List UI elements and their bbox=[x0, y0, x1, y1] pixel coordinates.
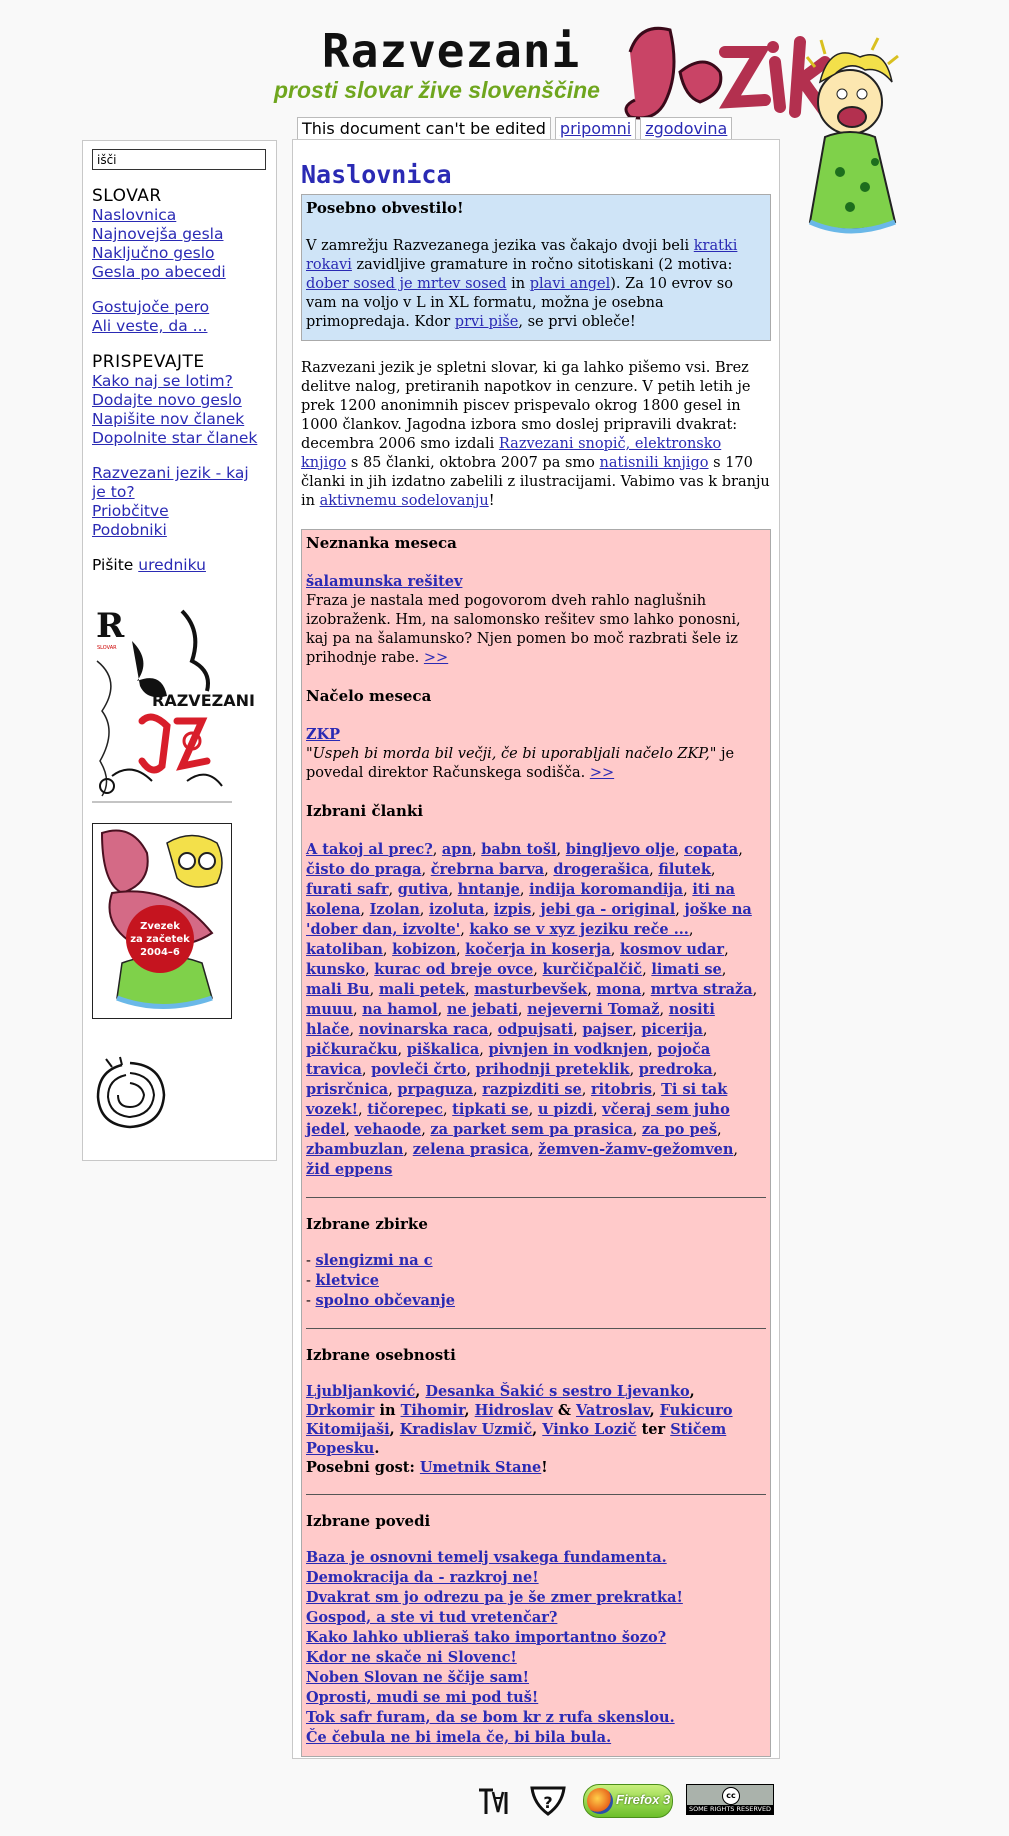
cc-license-badge[interactable] bbox=[686, 1784, 774, 1815]
sidebar-link-kako-naj-se-lotim[interactable]: Kako naj se lotim? bbox=[92, 372, 233, 390]
sidebar-slovar-list bbox=[92, 206, 267, 282]
sentences-list bbox=[306, 1548, 766, 1748]
article-link[interactable]: gutiva bbox=[397, 881, 449, 898]
sidebar bbox=[82, 140, 277, 1161]
intro-link-snopic[interactable]: Razvezani snopič, elektronsko knjigo bbox=[301, 436, 722, 471]
article-link[interactable]: pivnjen in vodknjen bbox=[488, 1041, 649, 1058]
article-link[interactable]: mali Bu bbox=[306, 981, 370, 998]
cc-badge-label: SOME RIGHTS RESERVED bbox=[688, 1805, 772, 1813]
firefox-badge-label: Firefox 3 bbox=[616, 1792, 671, 1807]
article-link[interactable]: u pizdi bbox=[537, 1101, 593, 1118]
sidebar-info-list bbox=[92, 464, 267, 540]
principle-more-link[interactable]: >> bbox=[589, 765, 615, 781]
sidebar-heading-slovar: SLOVAR bbox=[92, 186, 162, 206]
article-link[interactable]: povleči črto bbox=[371, 1061, 467, 1078]
article-link[interactable]: drogerašica bbox=[553, 861, 650, 878]
sentence-link[interactable]: Kdor ne skače ni Slovenc! bbox=[306, 1649, 517, 1666]
sidebar-link-podobniki[interactable]: Podobniki bbox=[92, 521, 167, 539]
unknown-more-link[interactable]: >> bbox=[423, 650, 449, 666]
notice-link-plavi-angel[interactable]: plavi angel bbox=[529, 276, 611, 292]
article-link[interactable]: pičkuračku bbox=[306, 1041, 398, 1058]
article-link[interactable]: žemven-žamv-gežomven bbox=[538, 1141, 734, 1158]
sidebar-heading-prispevajte: PRISPEVAJTE bbox=[92, 352, 205, 372]
sidebar-extra-list bbox=[92, 298, 267, 336]
search-input[interactable] bbox=[92, 149, 266, 170]
article-link[interactable]: kobizon bbox=[392, 941, 456, 958]
book-cover-razvezani[interactable] bbox=[92, 601, 255, 803]
article-link[interactable]: mrtva straža bbox=[650, 981, 753, 998]
sentence-link[interactable]: Noben Slovan ne ščije sam! bbox=[306, 1669, 530, 1686]
article-link[interactable]: tičorepec bbox=[367, 1101, 443, 1118]
notice-link-dober-sosed[interactable]: dober sosed je mrtev sosed bbox=[306, 276, 507, 292]
article-link[interactable]: včeraj sem juho jedel bbox=[306, 1101, 730, 1138]
sentence-link[interactable]: Oprosti, mudi se mi pod tuš! bbox=[306, 1689, 539, 1706]
article-link[interactable]: razpizditi se bbox=[482, 1081, 582, 1098]
articles-list: A takoj al prec?, apn, babn tošl, bingljevo olje, copata, čisto do praga, črebrna barva, drogerašica, filutek, furati safr, gutiva, hntanje, indija koromandija, iti na kolena, Izolan, izoluta, izpis, jebi ga - original, joške na 'dober dan, izvolte', kako se v xyz jeziku reče ..., katoliban, kobizon, kočerja in koserja, kosmov udar, kunsko, kurac od breje ovce, kurčičpalčič, limati se, mali Bu, mali petek, masturbevšek, mona, mrtva straža, muuu, na hamol, ne jebati, nejeverni Tomaž, nositi hlače, novinarska raca, odpujsati, pajser, picerija, pičkuračku, piškalica, pivnjen in vodknjen, pojoča travica, povleči črto, prihodnji preteklik, predroka, prisrčnica, prpaguza, razpizditi se, ritobris, Ti si tak vozek!, tičorepec, tipkati se, u pizdi, včeraj sem juho jedel, vehaode, za parket sem pa prasica, za po peš, zbambuzlan, zelena prasica, žemven-žamv-gežomven, žid eppens bbox=[306, 841, 758, 1178]
principle-link[interactable]: ZKP bbox=[306, 726, 341, 743]
cc-icon: cc bbox=[722, 1787, 740, 1805]
guest-link[interactable]: Umetnik Stane bbox=[419, 1459, 542, 1476]
person-link[interactable]: Kradislav Uzmič bbox=[399, 1421, 533, 1438]
article-link[interactable]: izpis bbox=[493, 901, 532, 918]
divider bbox=[306, 1197, 766, 1198]
article-link[interactable]: joške na 'dober dan, izvolte' bbox=[306, 901, 752, 938]
sidebar-link-naslovnica[interactable]: Naslovnica bbox=[92, 206, 177, 224]
person-link[interactable]: Vinko Lozič bbox=[542, 1421, 637, 1438]
collection-link[interactable]: kletvice bbox=[315, 1272, 379, 1289]
sidebar-link-nakljucno-geslo[interactable]: Naključno geslo bbox=[92, 244, 215, 262]
article-link[interactable]: kosmov udar bbox=[619, 941, 725, 958]
article-link[interactable]: katoliban bbox=[306, 941, 383, 958]
article-link[interactable]: muuu bbox=[306, 1001, 353, 1018]
article-link[interactable]: indija koromandija bbox=[529, 881, 684, 898]
article-link[interactable]: jebi ga - original bbox=[540, 901, 676, 918]
sidebar-link-dodajte-novo-geslo[interactable]: Dodajte novo geslo bbox=[92, 391, 242, 409]
persons-heading: Izbrane osebnosti bbox=[306, 1346, 456, 1364]
firefox-badge[interactable] bbox=[583, 1784, 673, 1818]
article-link[interactable]: pojoča travica bbox=[306, 1041, 711, 1078]
article-link[interactable]: čisto do praga bbox=[306, 861, 422, 878]
article-link[interactable]: žid eppens bbox=[306, 1161, 393, 1178]
article-link[interactable]: kurac od breje ovce bbox=[374, 961, 534, 978]
intro-link-sodelovanje[interactable]: aktivnemu sodelovanju bbox=[319, 493, 489, 509]
article-link[interactable]: kurčičpalčič bbox=[542, 961, 643, 978]
tab-history[interactable]: zgodovina bbox=[640, 117, 732, 139]
tavi-logo-icon[interactable] bbox=[476, 1784, 510, 1818]
article-link[interactable]: filutek bbox=[658, 861, 711, 878]
article-link[interactable]: furati safr bbox=[306, 881, 389, 898]
unknown-section: šalamunska rešitev Fraza je nastala med pogovorom dveh rahlo naglušnih izobraženk. Hm, na salomonsko rešitev smo lahko ponosni, kaj pa na šalamunsko? Njen pomen bo moč razbrati šele iz prihodnje rabe. >> bbox=[306, 573, 741, 666]
svg-text:za začetek: za začetek bbox=[130, 934, 190, 945]
article-link[interactable]: za parket sem pa prasica bbox=[430, 1121, 633, 1138]
article-link[interactable]: prpaguza bbox=[397, 1081, 474, 1098]
sentence-link[interactable]: Dvakrat sm jo odrezu pa je še zmer prekratka! bbox=[306, 1589, 683, 1606]
article-link[interactable]: nejeverni Tomaž bbox=[527, 1001, 660, 1018]
person-link[interactable]: Fukicuro Kitomijaši bbox=[306, 1402, 733, 1438]
article-link[interactable]: copata bbox=[684, 841, 739, 858]
sentence-link[interactable]: Baza je osnovni temelj vsakega fundamenta. bbox=[306, 1549, 667, 1566]
person-link[interactable]: Ljubljanković bbox=[306, 1383, 416, 1400]
sidebar-link-napisite-nov-clanek[interactable]: Napišite nov članek bbox=[92, 410, 245, 428]
persons-list: Ljubljanković, Desanka Šakić s sestro Ljevanko, Drkomir in Tihomir, Hidroslav & Vatroslav, Fukicuro Kitomijaši, Kradislav Uzmič, Vinko Lozič ter Stičem Popesku. Posebni gost: Umetnik Stane! bbox=[306, 1383, 733, 1476]
sidebar-contribute-list bbox=[92, 372, 267, 448]
person-link[interactable]: Tihomir bbox=[400, 1402, 465, 1419]
firefox-icon bbox=[587, 1788, 613, 1814]
article-link[interactable]: zbambuzlan bbox=[306, 1141, 404, 1158]
sentences-heading: Izbrane povedi bbox=[306, 1512, 431, 1530]
unknown-link[interactable]: šalamunska rešitev bbox=[306, 573, 463, 590]
svg-text:SLOVAR: SLOVAR bbox=[97, 645, 117, 651]
article-link[interactable]: Izolan bbox=[369, 901, 420, 918]
unknown-heading: Neznanka meseca bbox=[306, 534, 457, 552]
tab-comment[interactable]: pripomni bbox=[555, 117, 636, 139]
article-link[interactable]: ritobris bbox=[590, 1081, 652, 1098]
page-tabs bbox=[297, 117, 732, 139]
svg-text:?: ? bbox=[543, 1793, 553, 1812]
person-link[interactable]: Desanka Šakić s sestro Ljevanko bbox=[425, 1383, 690, 1400]
divider bbox=[306, 1494, 766, 1495]
sidebar-write-editor: Pišite uredniku bbox=[92, 556, 206, 574]
sidebar-link-dopolnite-star-clanek[interactable]: Dopolnite star članek bbox=[92, 429, 258, 447]
sentence-link[interactable]: Gospod, a ste vi tud vretenčar? bbox=[306, 1609, 558, 1626]
svg-text:Zvezek: Zvezek bbox=[140, 921, 180, 932]
help-question-icon[interactable] bbox=[528, 1784, 568, 1818]
sidebar-link-kaj-je-to[interactable]: Razvezani jezik - kaj je to? bbox=[92, 464, 249, 501]
article-link[interactable]: limati se bbox=[651, 961, 722, 978]
notice-link-kratki-rokavi[interactable]: kratki rokavi bbox=[306, 238, 738, 273]
article-link[interactable]: ne jebati bbox=[446, 1001, 518, 1018]
article-link[interactable]: mali petek bbox=[378, 981, 465, 998]
sentence-link[interactable]: Kako lahko ublieraš tako importantno šozo? bbox=[306, 1629, 667, 1646]
article-link[interactable]: bingljevo olje bbox=[565, 841, 675, 858]
article-link[interactable]: izoluta bbox=[428, 901, 485, 918]
svg-text:R: R bbox=[96, 606, 125, 646]
person-link[interactable]: Vatroslav bbox=[575, 1402, 650, 1419]
sidebar-link-gostujoce-pero[interactable]: Gostujoče pero bbox=[92, 298, 210, 316]
article-link[interactable]: nositi hlače bbox=[306, 1001, 715, 1038]
collection-link[interactable]: slengizmi na c bbox=[315, 1252, 433, 1269]
main-content bbox=[292, 139, 780, 1759]
featured-box bbox=[301, 529, 771, 1757]
collections-heading: Izbrane zbirke bbox=[306, 1215, 428, 1233]
article-link[interactable]: na hamol bbox=[362, 1001, 438, 1018]
collection-link[interactable]: spolno občevanje bbox=[315, 1292, 455, 1309]
article-link[interactable]: piškalica bbox=[406, 1041, 480, 1058]
sidebar-link-priobcitve[interactable]: Priobčitve bbox=[92, 502, 169, 520]
sentence-link[interactable]: Tok safr furam, da se bom kr z rufa skenslou. bbox=[306, 1709, 675, 1726]
svg-text:2004–6: 2004–6 bbox=[140, 947, 180, 958]
article-link[interactable]: kako se v xyz jeziku reče ... bbox=[469, 921, 689, 938]
article-link[interactable]: novinarska raca bbox=[358, 1021, 489, 1038]
principle-section: ZKP "Uspeh bi morda bil večji, če bi uporabljali načelo ZKP," je povedal direktor Računskega sodišča. >> bbox=[306, 726, 735, 781]
article-link[interactable]: odpujsati bbox=[497, 1021, 574, 1038]
person-link[interactable]: Hidroslav bbox=[474, 1402, 553, 1419]
intro-link-knjiga[interactable]: natisnili knjigo bbox=[599, 455, 709, 471]
site-subtitle: prosti slovar žive slovenščine bbox=[274, 77, 600, 103]
articles-heading: Izbrani članki bbox=[306, 802, 424, 820]
article-link[interactable]: prisrčnica bbox=[306, 1081, 389, 1098]
site-title: Razvezani bbox=[322, 24, 581, 78]
principle-heading: Načelo meseca bbox=[306, 687, 432, 705]
sentence-link[interactable]: Demokracija da - razkroj ne! bbox=[306, 1569, 539, 1586]
article-link[interactable]: zelena prasica bbox=[412, 1141, 529, 1158]
book-cover-zvezek[interactable] bbox=[92, 823, 232, 1019]
person-link[interactable]: Drkomir bbox=[306, 1402, 375, 1419]
notice-link-prvi-pise[interactable]: prvi piše bbox=[454, 314, 519, 330]
editor-link[interactable]: uredniku bbox=[138, 556, 206, 574]
article-link[interactable]: picerija bbox=[641, 1021, 703, 1038]
svg-text:RAZVEZANI: RAZVEZANI bbox=[152, 691, 255, 710]
article-link[interactable]: prihodnji preteklik bbox=[475, 1061, 630, 1078]
article-link[interactable]: črebrna barva bbox=[430, 861, 545, 878]
notice-text: V zamrežju Razvezanega jezika vas čakajo dvoji beli kratki rokavi zavidljive gramature in ročno sitotiskani (2 motiva: dober sosed je mrtev sosed in plavi angel). Za 10 evrov so vam na voljo v L in XL formatu, možna je osebna primopredaja. Kdor prvi piše, se prvi obleče! bbox=[306, 238, 738, 330]
collections-list: - slengizmi na c - kletvice - spolno občevanje bbox=[306, 1252, 455, 1309]
page-title: Naslovnica bbox=[301, 160, 452, 189]
article-link[interactable]: tipkati se bbox=[452, 1101, 529, 1118]
notice-box bbox=[301, 194, 771, 341]
article-link[interactable]: pajser bbox=[582, 1021, 633, 1038]
article-link[interactable]: A takoj al prec? bbox=[306, 841, 433, 858]
article-link[interactable]: predroka bbox=[638, 1061, 713, 1078]
sidebar-link-gesla-po-abecedi[interactable]: Gesla po abecedi bbox=[92, 263, 226, 281]
person-link[interactable]: Stičem Popesku bbox=[306, 1421, 727, 1457]
divider bbox=[306, 1328, 766, 1329]
article-link[interactable]: mona bbox=[596, 981, 642, 998]
article-link[interactable]: Ti si tak vozek! bbox=[306, 1081, 728, 1118]
sidebar-link-ali-veste[interactable]: Ali veste, da ... bbox=[92, 317, 208, 335]
intro-paragraph: Razvezani jezik je spletni slovar, ki ga lahko pišemo vsi. Brez delitve nalog, pretiranih napotkov in cenzure. V petih letih je prek 1200 anonimnih piscev prispevalo okrog 1800 gesel in 1000 člankov. Jagodna izbora smo doslej pripravili dvakrat: decembra 2006 smo izdali Razvezani snopič, elektronsko knjigo s 85 članki, oktobra 2007 pa smo natisnili knjigo s 170 članki in jih izdatno zabelili z ilustracijami. Vabimo vas k branju in aktivnemu sodelovanju! bbox=[301, 360, 770, 509]
article-link[interactable]: kunsko bbox=[306, 961, 366, 978]
tab-view-only: This document can't be edited bbox=[297, 117, 551, 139]
article-link[interactable]: apn bbox=[441, 841, 472, 858]
shell-logo[interactable] bbox=[92, 1057, 168, 1131]
article-link[interactable]: hntanje bbox=[457, 881, 520, 898]
sidebar-link-najnovejsa-gesla[interactable]: Najnovejša gesla bbox=[92, 225, 224, 243]
article-link[interactable]: iti na kolena bbox=[306, 881, 736, 918]
notice-heading: Posebno obvestilo! bbox=[306, 199, 464, 217]
article-link[interactable]: masturbevšek bbox=[474, 981, 588, 998]
article-link[interactable]: babn tošl bbox=[481, 841, 557, 858]
sentence-link[interactable]: Če čebula ne bi imela če, bi bila bula. bbox=[306, 1729, 612, 1746]
article-link[interactable]: kočerja in koserja bbox=[465, 941, 611, 958]
article-link[interactable]: za po peš bbox=[641, 1121, 718, 1138]
article-link[interactable]: vehaode bbox=[354, 1121, 422, 1138]
